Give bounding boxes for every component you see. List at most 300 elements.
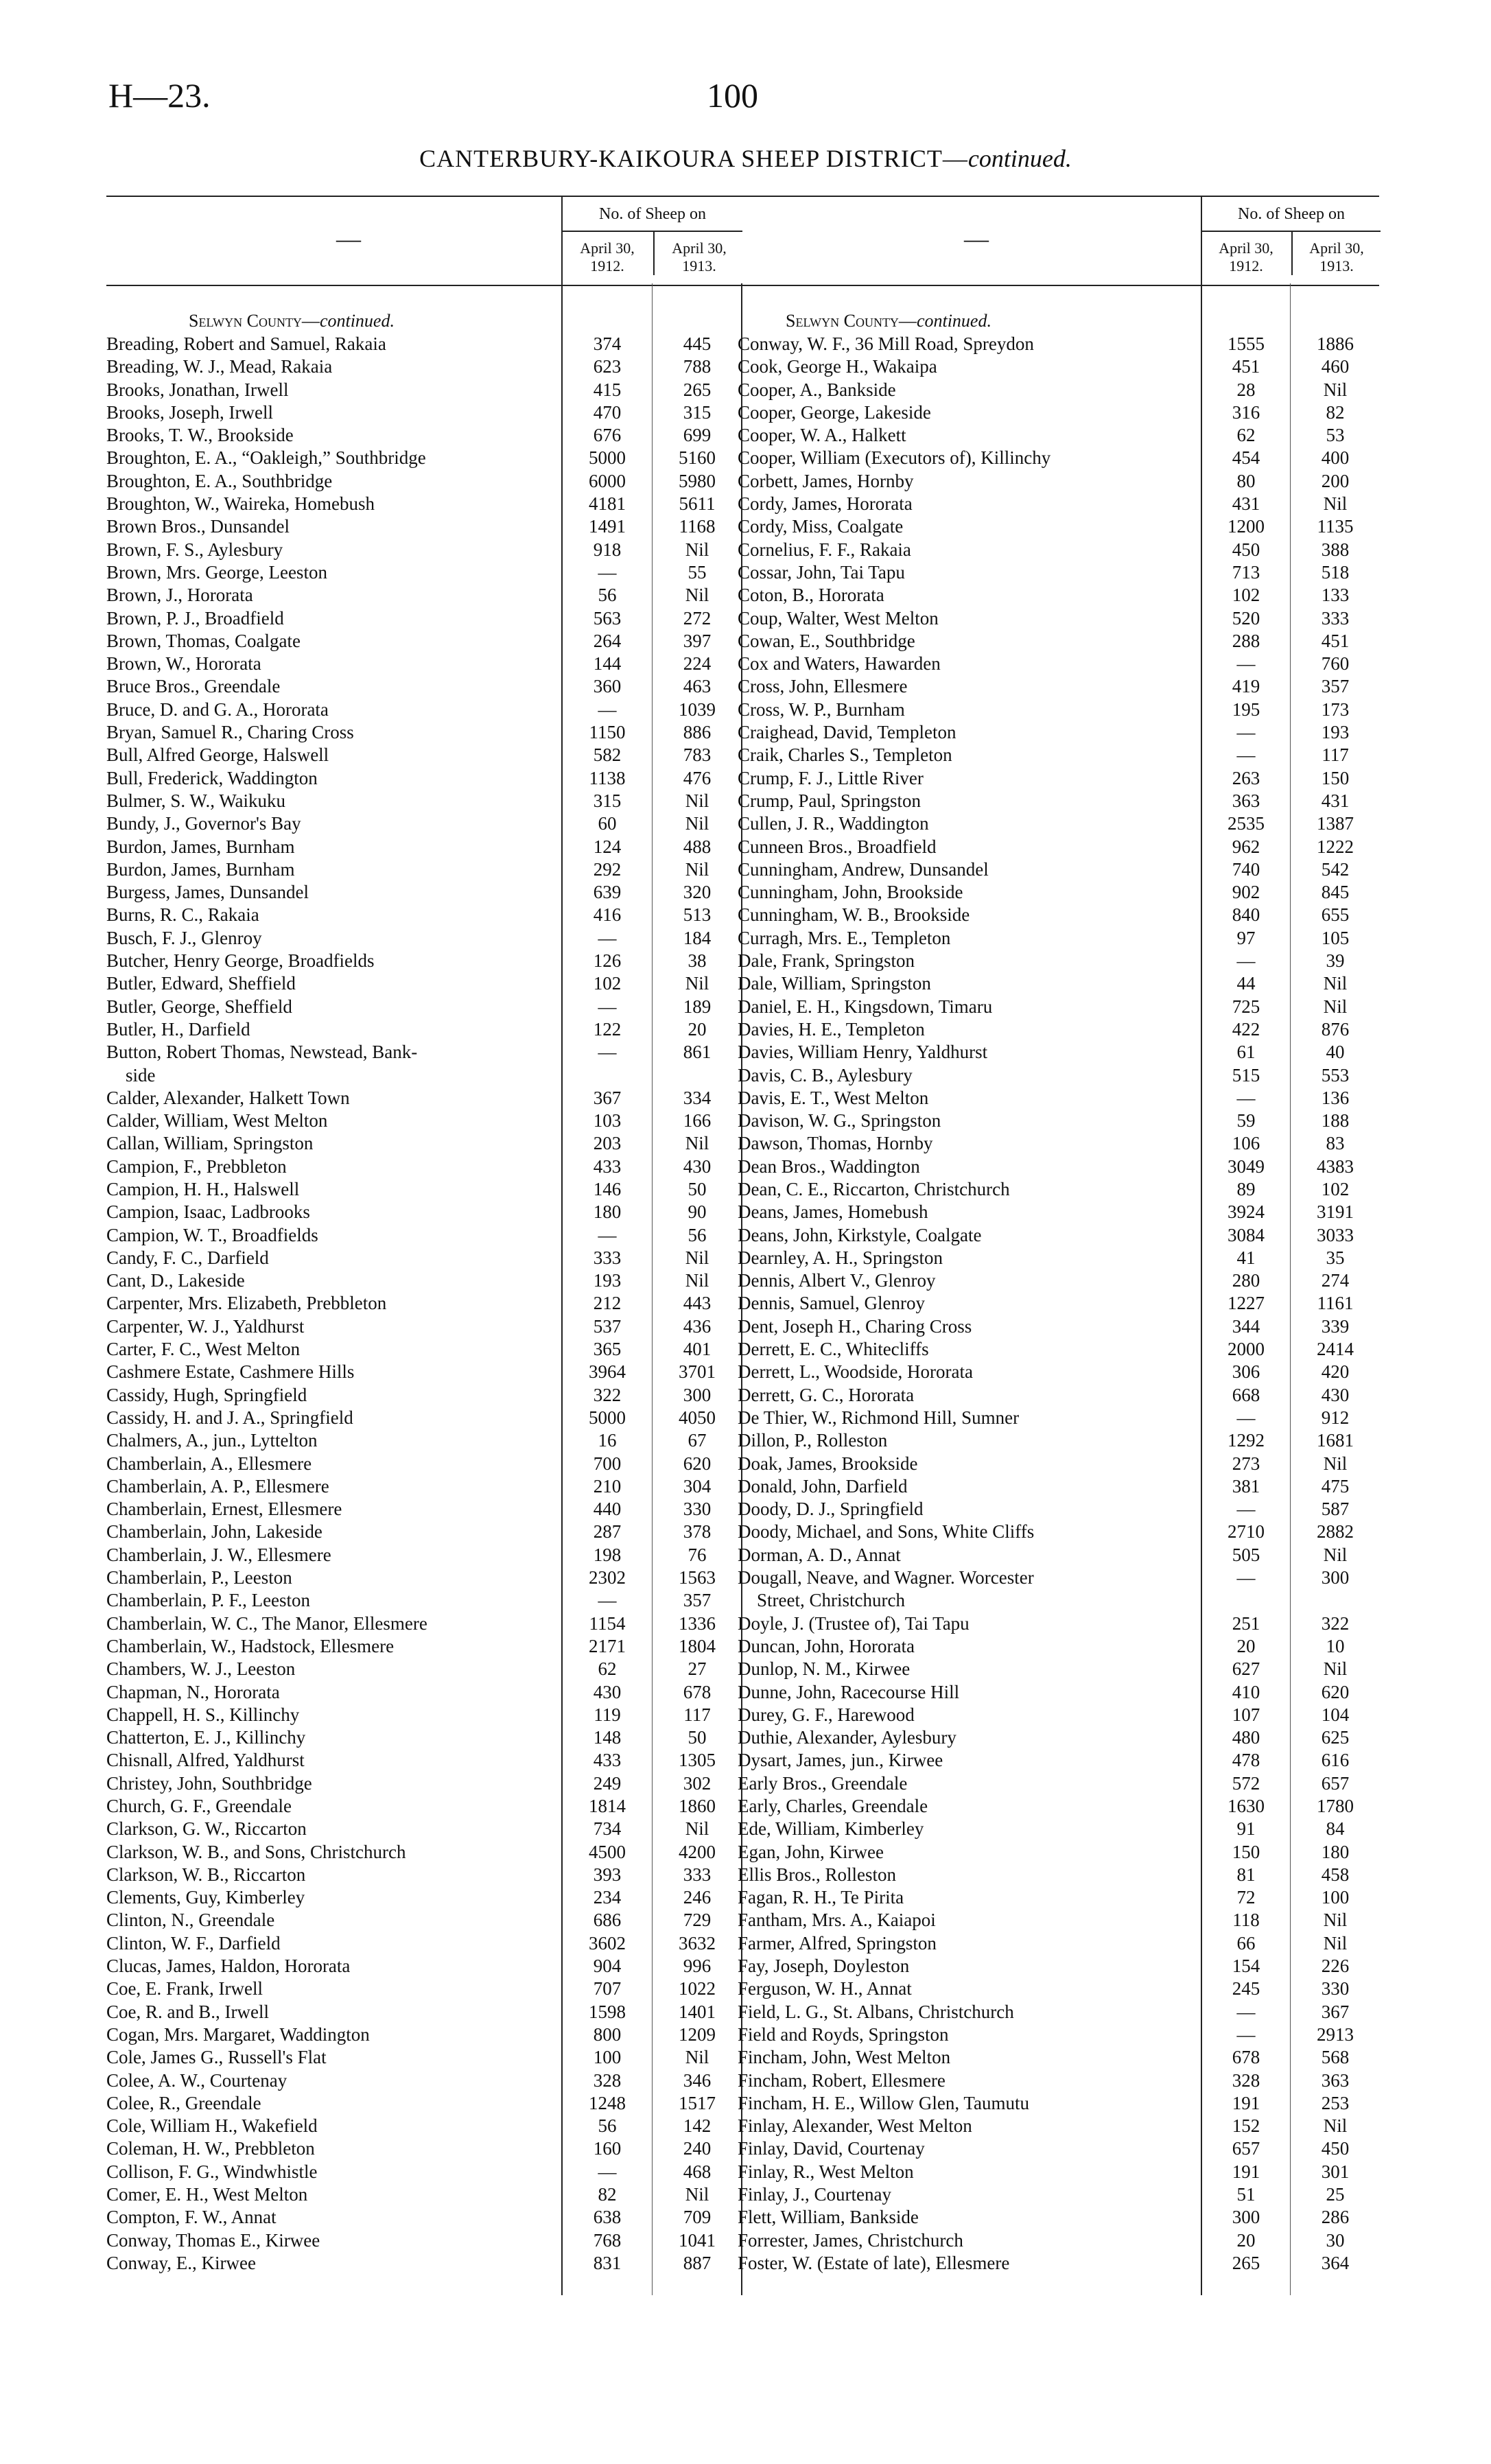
owner-name: Burns, R. C., Rakaia [106,904,259,926]
sheep-1913: 4383 [1317,1155,1354,1177]
table-row [738,1864,1379,1886]
table-row [738,333,1379,355]
owner-name: Compton, F. W., Annat [106,2207,277,2228]
owner-name: Cornelius, F. F., Rakaia [738,539,911,560]
right-table [738,196,1379,2295]
owner-name: Brown, P. J., Broadfield [106,607,284,629]
table-row [106,1155,793,1178]
table-row [106,2137,793,2160]
sheep-1913: 82 [1326,401,1345,423]
sheep-1913: Nil [685,2184,709,2205]
sheep-1912: 831 [593,2252,622,2273]
table-row [738,972,1379,995]
sheep-1912: 6000 [589,470,626,491]
table-row [738,1429,1379,1452]
sheep-1912: 245 [1232,1978,1260,1999]
sheep-1912: — [598,1042,617,1063]
sheep-1912: 480 [1232,1727,1260,1748]
sheep-1913: 518 [1321,561,1350,583]
sheep-1913: 363 [1321,2069,1350,2091]
sheep-1912: 60 [598,813,617,834]
table-row [106,1521,793,1543]
sheep-1912: 686 [593,1910,622,1931]
sheep-1913: Nil [1323,2115,1348,2137]
table-row [738,1612,1379,1635]
owner-name: Ede, William, Kimberley [738,1818,924,1840]
table-row [106,2115,793,2137]
owner-name: Cooper, George, Lakeside [738,401,931,423]
owner-name: Brown, Thomas, Coalgate [106,630,301,651]
sheep-1912: 180 [593,1201,622,1223]
sheep-1913: 1209 [679,2023,716,2045]
sheep-1912: 300 [1232,2207,1260,2228]
table-row [106,1795,793,1818]
owner-name: Brooks, Jonathan, Irwell [106,379,289,400]
section-label: Selwyn County— [786,311,917,331]
table-row [106,1726,793,1749]
sheep-1912: 251 [1232,1612,1260,1634]
table-row [738,950,1379,972]
owner-name: Flett, William, Bankside [738,2207,919,2228]
sheep-1912: 563 [593,607,622,629]
sheep-1912: 51 [1236,2184,1256,2205]
sheep-1912: 264 [593,630,622,651]
owner-name: Durey, G. F., Harewood [738,1704,915,1725]
sheep-1912: 1150 [589,722,626,743]
sheep-1912: 82 [598,2184,617,2205]
sheep-1912: 454 [1232,447,1260,469]
owner-name: Cox and Waters, Hawarden [738,653,941,674]
owner-name: Church, G. F., Greendale [106,1796,292,1816]
sheep-1913: 320 [683,882,712,903]
owner-name: Fincham, Robert, Ellesmere [738,2069,946,2091]
sheep-1912: 505 [1232,1544,1260,1565]
table-row [106,881,793,904]
table-row [106,2252,793,2275]
owner-name: Chamberlain, A. P., Ellesmere [106,1475,329,1497]
year-1913-header: April 30, 1913. [1291,231,1381,275]
sheep-1912: 28 [1236,379,1256,400]
owner-name: Chamberlain, P., Leeston [106,1567,292,1588]
sheep-1913: 729 [683,1910,712,1931]
owner-name: Bruce Bros., Greendale [106,676,281,697]
table-row [738,2161,1379,2183]
sheep-1912: 676 [593,425,622,446]
owner-name: Coup, Walter, West Melton [738,607,939,629]
sheep-1913: 334 [683,1087,712,1108]
sheep-1912: 725 [1232,996,1260,1017]
sheep-1913: 5611 [679,493,716,515]
table-row [106,675,793,698]
table-row [738,355,1379,378]
sheep-1912: 451 [1232,356,1260,377]
sheep-1913: 50 [688,1727,707,1748]
owner-name: Brooks, Joseph, Irwell [106,401,273,423]
sheep-1912: 470 [593,401,622,423]
table-row [738,561,1379,584]
table-row [106,927,793,950]
owner-name: Callan, William, Springston [106,1133,314,1154]
sheep-1912: 59 [1236,1110,1256,1131]
sheep-1912: 122 [593,1018,622,1040]
sheep-1913: Nil [1323,1910,1348,1931]
table-row [738,1955,1379,1978]
sheep-1912: — [598,1224,617,1245]
owner-name: Forrester, James, Christchurch [738,2229,963,2251]
table-row [106,2069,793,2092]
table-row [106,2001,793,2023]
sheep-1913: 458 [1321,1864,1350,1885]
sheep-1912: — [1236,2001,1256,2022]
owner-name: Cowan, E., Southbridge [738,630,915,651]
sheep-1913: Nil [685,1818,709,1840]
sheep-1913: 568 [1321,2047,1350,2068]
sheep-1913: 25 [1326,2184,1345,2205]
owner-name: Early, Charles, Greendale [738,1796,928,1816]
table-row [738,1315,1379,1338]
sheep-1912: — [1236,1087,1256,1108]
sheep-1913: Nil [1323,973,1348,994]
owner-name: Finlay, J., Courtenay [738,2184,891,2205]
table-row [738,1932,1379,1955]
sheep-1913: 315 [683,401,712,423]
owner-name: Conway, Thomas E., Kirwee [106,2229,320,2251]
sheep-1913: Nil [685,790,709,811]
owner-name: Cullen, J. R., Waddington [738,813,929,834]
owner-name: Breading, W. J., Mead, Rakaia [106,356,333,377]
sheep-count-header [561,197,742,285]
owner-name: Field, L. G., St. Albans, Christchurch [738,2001,1014,2022]
sheep-1912: 1491 [589,516,626,537]
table-row [738,1978,1379,2000]
sheep-1912: 904 [593,1956,622,1977]
sheep-1913: 364 [1321,2252,1350,2273]
table-row [106,1864,793,1886]
sheep-1913: 39 [1326,950,1345,972]
owner-name: Fincham, H. E., Willow Glen, Taumutu [738,2092,1029,2113]
sheep-1913: 436 [683,1315,712,1337]
sheep-1912: 768 [593,2229,622,2251]
owner-name: Carpenter, Mrs. Elizabeth, Prebbleton [106,1293,387,1314]
owner-name: Dean Bros., Waddington [738,1155,920,1177]
sheep-1913: Nil [1323,1932,1348,1953]
owner-name: Broughton, E. A., Southbridge [106,470,333,491]
table-row [738,1178,1379,1201]
sheep-1912: 212 [593,1293,622,1314]
owner-name: Dearnley, A. H., Springston [738,1247,943,1268]
table-row [738,2115,1379,2137]
sheep-count-label: No. of Sheep on [1202,205,1381,232]
sheep-1912: 5000 [589,447,626,469]
sheep-1913: 431 [1321,790,1350,811]
sheep-1913: 272 [683,607,712,629]
page-title-continued: continued. [967,145,1072,172]
owner-name: Fincham, John, West Melton [738,2047,951,2068]
owner-name: Corbett, James, Hornby [738,470,914,491]
table-row [738,493,1379,515]
sheep-1912: 918 [593,539,622,560]
sheep-1912: 107 [1232,1704,1260,1725]
sheep-1913: 40 [1326,1042,1345,1063]
table-row [106,584,793,607]
table-row [738,904,1379,926]
sheep-1913: 83 [1326,1133,1345,1154]
owner-name: Chamberlain, John, Lakeside [106,1521,322,1542]
owner-name: Chamberlain, A., Ellesmere [106,1453,312,1474]
owner-name: Cooper, A., Bankside [738,379,896,400]
owner-name: Bruce, D. and G. A., Hororata [106,699,329,720]
sheep-1912: 1200 [1228,516,1265,537]
owner-name: Donald, John, Darfield [738,1475,908,1497]
table-row [106,790,793,812]
sheep-1913: 657 [1321,1772,1350,1794]
owner-name: Chamberlain, J. W., Ellesmere [106,1544,331,1565]
table-row [106,379,793,401]
table-row [738,1041,1379,1064]
sheep-1913: 2414 [1317,1339,1354,1360]
owner-name: Collison, F. G., Windwhistle [106,2161,318,2182]
sheep-1913: Nil [685,585,709,606]
owner-name: Craik, Charles S., Templeton [738,744,952,766]
table-row [738,1704,1379,1726]
owner-name: Davies, H. E., Templeton [738,1018,925,1040]
table-row [106,447,793,469]
sheep-1912: — [1236,2023,1256,2045]
owner-name: De Thier, W., Richmond Hill, Sumner [738,1407,1020,1428]
owner-name: Butler, Edward, Sheffield [106,973,296,994]
sheep-1913: 136 [1321,1087,1350,1108]
sheep-1912: 80 [1236,470,1256,491]
sheep-1912: 1138 [589,767,626,788]
table-row [106,2229,793,2252]
sheep-1912: 367 [593,1087,622,1108]
sheep-1912: 62 [1236,425,1256,446]
sheep-1912: 72 [1236,1887,1256,1908]
sheep-1913: 20 [688,1018,707,1040]
owner-name: Butcher, Henry George, Broadfields [106,950,375,972]
sheep-1913: 50 [688,1178,707,1199]
sheep-1912: 623 [593,356,622,377]
sheep-1913: 760 [1321,653,1350,674]
owner-name: Coe, R. and B., Irwell [106,2001,269,2022]
table-row [738,1909,1379,1932]
table-row [738,1384,1379,1407]
table-row [106,1384,793,1407]
sheep-1912: 374 [593,333,622,354]
sheep-1913: 166 [683,1110,712,1131]
owner-name: Brown, W., Hororata [106,653,261,674]
sheep-1913: 420 [1321,1361,1350,1383]
sheep-1913: Nil [685,813,709,834]
sheep-1912: 195 [1232,699,1260,720]
table-row [106,1909,793,1932]
table-row [106,1247,793,1269]
table-row [106,1955,793,1978]
sheep-1913: 302 [683,1772,712,1794]
sheep-1913: 1039 [679,699,716,720]
table-row [106,1292,793,1315]
owner-name: Cross, W. P., Burnham [738,699,905,720]
table-row [738,1110,1379,1132]
sheep-1913: 488 [683,836,712,857]
owner-name: Fantham, Mrs. A., Kaiapoi [738,1910,936,1931]
section-label: Selwyn County— [189,311,320,331]
owner-name: Dennis, Albert V., Glenroy [738,1270,936,1291]
sheep-1912: 210 [593,1475,622,1497]
sheep-1912: 365 [593,1339,622,1360]
table-row [738,790,1379,812]
sheep-1913: 104 [1321,1704,1350,1725]
sheep-1913: 401 [683,1339,712,1360]
owner-name: Davis, E. T., West Melton [738,1087,929,1108]
sheep-1912: 102 [1232,585,1260,606]
sheep-1912: 273 [1232,1453,1260,1474]
table-row [106,1132,793,1155]
year-1912-header: April 30, 1912. [580,239,635,274]
owner-name: Cant, D., Lakeside [106,1270,245,1291]
owner-name: Field and Royds, Springston [738,2023,949,2045]
owner-name: Button, Robert Thomas, Newstead, Bank- [106,1042,418,1063]
sheep-1912: 44 [1236,973,1256,994]
owner-name: Ellis Bros., Rolleston [738,1864,897,1885]
table-row [738,470,1379,493]
sheep-1912: 56 [598,2115,617,2137]
table-row [738,1886,1379,1909]
owner-name: Street, Christchurch [757,1590,905,1611]
table-row [106,1407,793,1429]
right-table-header [738,196,1379,286]
sheep-1912: 1630 [1228,1796,1265,1816]
owner-name: Carter, F. C., West Melton [106,1339,301,1360]
sheep-1913: 30 [1326,2229,1345,2251]
table-row [106,1886,793,1909]
sheep-1912: 627 [1232,1658,1260,1680]
sheep-1912: 3924 [1228,1201,1265,1223]
sheep-1913: 142 [683,2115,712,2137]
owner-name: Clinton, W. F., Darfield [106,1932,281,1953]
owner-name: Chappell, H. S., Killinchy [106,1704,300,1725]
sheep-1913: 1886 [1317,333,1354,354]
owner-name: Davis, C. B., Aylesbury [738,1064,913,1086]
owner-name: side [126,1064,156,1086]
owner-name: Chalmers, A., jun., Lyttelton [106,1430,318,1451]
sheep-1913: 655 [1321,904,1350,926]
sheep-1913: 451 [1321,630,1350,651]
sheep-1913: 1804 [679,1635,716,1656]
owner-name: Comer, E. H., West Melton [106,2184,308,2205]
table-row [106,904,793,926]
sheep-1912: 97 [1236,927,1256,948]
sheep-1913: 468 [683,2161,712,2182]
table-row [738,1201,1379,1223]
sheep-1913: 443 [683,1293,712,1314]
owner-name: Bryan, Samuel R., Charing Cross [106,722,354,743]
sheep-1913: 117 [683,1704,711,1725]
table-row [106,1429,793,1452]
table-row [106,1018,793,1041]
sheep-count-header [1201,197,1381,285]
owner-name: Clucas, James, Haldon, Hororata [106,1956,351,1977]
sheep-1912: 328 [593,2069,622,2091]
sheep-1913: 246 [683,1887,712,1908]
table-row [106,401,793,424]
left-table-header [106,196,793,286]
sheep-1913: 620 [1321,1681,1350,1702]
table-row [738,1772,1379,1795]
table-row [106,1818,793,1840]
owner-name: Carpenter, W. J., Yaldhurst [106,1315,305,1337]
sheep-1913: 400 [1321,447,1350,469]
table-row [738,2069,1379,2092]
owner-name: Cole, William H., Wakefield [106,2115,318,2137]
table-row [738,1224,1379,1247]
sheep-1912: 62 [598,1658,617,1680]
right-rows [738,333,1379,2275]
table-row [738,424,1379,447]
table-row [738,744,1379,766]
sheep-1913: Nil [1323,379,1348,400]
table-row [738,1247,1379,1269]
sheep-1913: 84 [1326,1818,1345,1840]
sheep-1913: 699 [683,425,712,446]
sheep-1913: 397 [683,630,712,651]
sheep-1912: 287 [593,1521,622,1542]
sheep-1913: 1222 [1317,836,1354,857]
owner-name: Chamberlain, W., Hadstock, Ellesmere [106,1635,395,1656]
owner-name: Breading, Robert and Samuel, Rakaia [106,333,386,354]
sheep-1913: 224 [683,653,712,674]
sheep-1913: 3632 [679,1932,716,1953]
table-row [738,2001,1379,2023]
owner-name: Cossar, John, Tai Tapu [738,561,905,583]
table-row [106,1498,793,1521]
table-row [106,950,793,972]
sheep-1913: 5160 [679,447,716,469]
table-row [106,1178,793,1201]
sheep-1913: 53 [1326,425,1345,446]
table-row [106,996,793,1018]
sheep-1912: 198 [593,1544,622,1565]
owner-name: Duncan, John, Hororata [738,1635,915,1656]
sheep-1912: 638 [593,2207,622,2228]
sheep-1912: 124 [593,836,622,857]
sheep-1913: 67 [688,1430,707,1451]
sheep-1912: 713 [1232,561,1260,583]
sheep-1912: 1227 [1228,1293,1265,1314]
sheep-1913: 333 [683,1864,712,1885]
table-row [738,401,1379,424]
table-row [738,836,1379,858]
sheep-1912: 102 [593,973,622,994]
sheep-1913: 357 [683,1590,712,1611]
sheep-1912: 20 [1236,1635,1256,1656]
sheep-1913: 117 [1322,744,1349,766]
table-row [738,1155,1379,1178]
table-row [106,1041,793,1064]
sheep-1913: 1860 [679,1796,716,1816]
table-row [106,1224,793,1247]
sheep-1912: 4181 [589,493,626,515]
sheep-1913: Nil [1323,1658,1348,1680]
sheep-1912: 56 [598,585,617,606]
sheep-1913: 339 [1321,1315,1350,1337]
owner-name: Cooper, W. A., Halkett [738,425,906,446]
owner-name: Bull, Alfred George, Halswell [106,744,329,766]
sheep-1912: 657 [1232,2138,1260,2159]
sheep-1913: 300 [1321,1567,1350,1588]
sheep-1912: 520 [1232,607,1260,629]
table-row [106,1453,793,1475]
